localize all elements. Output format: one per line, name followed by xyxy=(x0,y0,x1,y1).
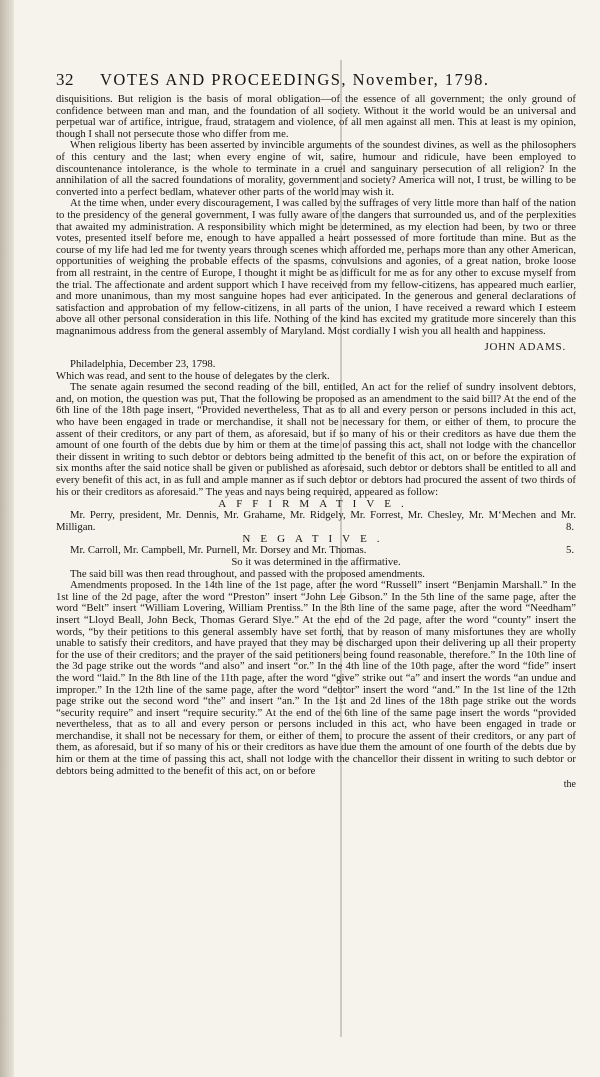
determined-line: So it was determined in the affirmative. xyxy=(231,555,401,568)
affirmative-names-text: Mr. Perry, president, Mr. Dennis, Mr. Grahame, Mr. Ridgely, Mr. Forrest, Mr. Chesley, Mr. M‘Mechen and Mr. Milligan. xyxy=(56,509,576,533)
affirmative-names xyxy=(56,510,576,533)
fold-shadow xyxy=(340,60,342,1037)
message-paragraph: When religious liberty has been asserted by invincible arguments of the soundest divines, as well as the philosophers of this century and the last; when every engine of wit, satire, humour and ridicule, have been employed to discountenance intolerance, is the whole to terminate in a cruel and sanguinary persecution of all religion? In the annihilation of all the sacred foundations of morality, government and society? America will not, I trust, be willing to be converted into a perfect bedlam, whatever other parts of the world may wish it. xyxy=(56,139,576,198)
body-text xyxy=(56,94,576,791)
negative-names-text: Mr. Carroll, Mr. Campbell, Mr. Purnell, Mr. Dorsey and Mr. Thomas. xyxy=(70,544,367,557)
message-paragraph: At the time when, under every discouragement, I was called by the suffrages of very little more than half of the nation to the presidency of the general government, I was fully aware of the dangers that surrounded us, and of the perplexities that awaited my administration. A responsibility which might be determined, as my election had been, by two or three votes, presented itself before me, enough to have appalled a heart possessed of more fortitude than mine. But as the course of my life had led me for twenty years through scenes which afforded me, perhaps more than any other American, opportunities of weighing the probable effects of the spasms, convulsions and agonies, of a great nation, broke loose from all restraint, in the centre of Europe, I thought it might be as difficult for me as for any other to excuse myself from the trial. The affectionate and ardent support which I have received from my fellow-citizens, has appeared much earlier, and more unanimous, than my most sanguine hopes had ever anticipated. In the generous and general declarations of satisfaction and approbation of my fellow-citizens, in all parts of the union, I have received a reward which I esteem above all other personal consideration in this life. Nothing of the kind has excited my gratitude more sincerely than this magnanimous address from the general assembly of Maryland. Most cordially I wish you all health and happiness. xyxy=(56,197,576,337)
scan-binding-edge xyxy=(0,0,14,1077)
catchword: the xyxy=(563,779,576,791)
dateline: Philadelphia, December 23, 1798. xyxy=(70,358,216,371)
page-number: 32 xyxy=(56,70,74,89)
affirmative-count: 8. xyxy=(565,520,574,533)
amendments-paragraph: Amendments proposed. In the 14th line of the 1st page, after the word “Russell” insert “Benjamin Marshall.” In the 1st line of the 2d page, after the word “Preston” insert “John Lee Gibson.” In the 5th line of the same page, after the word “Belt” insert “William Lovering, William Prentiss.” In the 8th line of the same page, after the word “Needham” insert “Lloyd Beall, John Beck, Thomas Gerard Slye.” At the end of the 2d page, after the word “county” insert the words, “by their petitions to this general assembly have set forth, that by reason of many misfortunes they are wholly unable to satisfy their creditors, and have prayed that they may be discharged upon their delivering up all their property for the use of their creditors; and the prayer of the said petitioners being found reasonable, therefore.” In the 10th line of the 3d page strike out the words “and also” and insert “or.” In the 4th line of the 10th page, after the word “fide” insert the word “laid.” In the 8th line of the 11th page, after the word “give” strike out “a” and insert the words “an undue and improper.” In the 12th line of the same page, after the word “debtor” insert the word “and.” In the 1st line of the 12th page strike out the second word “the” and insert “an.” In the 1st and 2d lines of the 18th page strike out the words “security require” and insert “require security.” At the end of the 6th line of the same page insert the words “provided nevertheless, that as to all and every person or persons included in this act, who have been engaged in trade or merchandise, it shall not be necessary for them, or either of them, to procure the assent of their creditors, or any part of them, as aforesaid, but if so many of his or their creditors as have due them the amount of one fourth of the debts due by him or them at the time of passing this act, shall not lodge with the chancellor their dissent in writing to such debtor or debtors being admitted to the benefit of this act, on or before xyxy=(56,579,576,777)
sent-line: Which was read, and sent to the house of delegates by the clerk. xyxy=(56,369,330,382)
running-header xyxy=(56,70,576,90)
bill-paragraph: The senate again resumed the second reading of the bill, entitled, An act for the relief of sundry insolvent debtors, and, on motion, the question was put, That the following be proposed as an amendment to the said bill? At the end of the 6th line of the 18th page insert, “Provided nevertheless, That as to all and every person or persons included in this act, who have been engaged in trade or merchandise, it shall not be necessary for them, or either of them, to procure the assent of their creditors, or any part of them, as aforesaid, but if so many of his or their creditors as have due them the amount of one fourth of the debts due by him or them at the time of passing this act, shall not lodge with the chancellor their dissent in writing to such debtor or debtors being admitted to the benefit of this act, on or before the expiration of six months after the said notice shall be given or published as aforesaid, such debtor or debtors shall be entitled to all and every benefit of this act, in as full and ample manner as if such debtor or debtors had procured the assent of two thirds of his or their creditors as aforesaid.” The yeas and nays being required, appeared as follow: xyxy=(56,381,576,498)
affirmative-vote xyxy=(56,510,576,533)
negative-count: 5. xyxy=(565,544,574,557)
running-title: VOTES AND PROCEEDINGS, November, 1798. xyxy=(100,70,490,89)
read-through-line: The said bill was then read throughout, and passed with the proposed amendments. xyxy=(70,567,425,580)
negative-heading: NEGATIVE. xyxy=(242,533,390,546)
signature: JOHN ADAMS. xyxy=(484,341,566,354)
affirmative-heading: AFFIRMATIVE. xyxy=(218,498,414,511)
determination xyxy=(56,557,576,569)
message-paragraph: disquisitions. But religion is the basis of moral obligation—of the essence of all government; the only ground of confidence between man and man, and the foundation of all society. Without it the world would be an universal and perpetual war of artifice, intrigue, fraud, stratagem and violence, of all men against all men. This at least is my opinion, though I shall not persecute those who differ from me. xyxy=(56,93,576,140)
